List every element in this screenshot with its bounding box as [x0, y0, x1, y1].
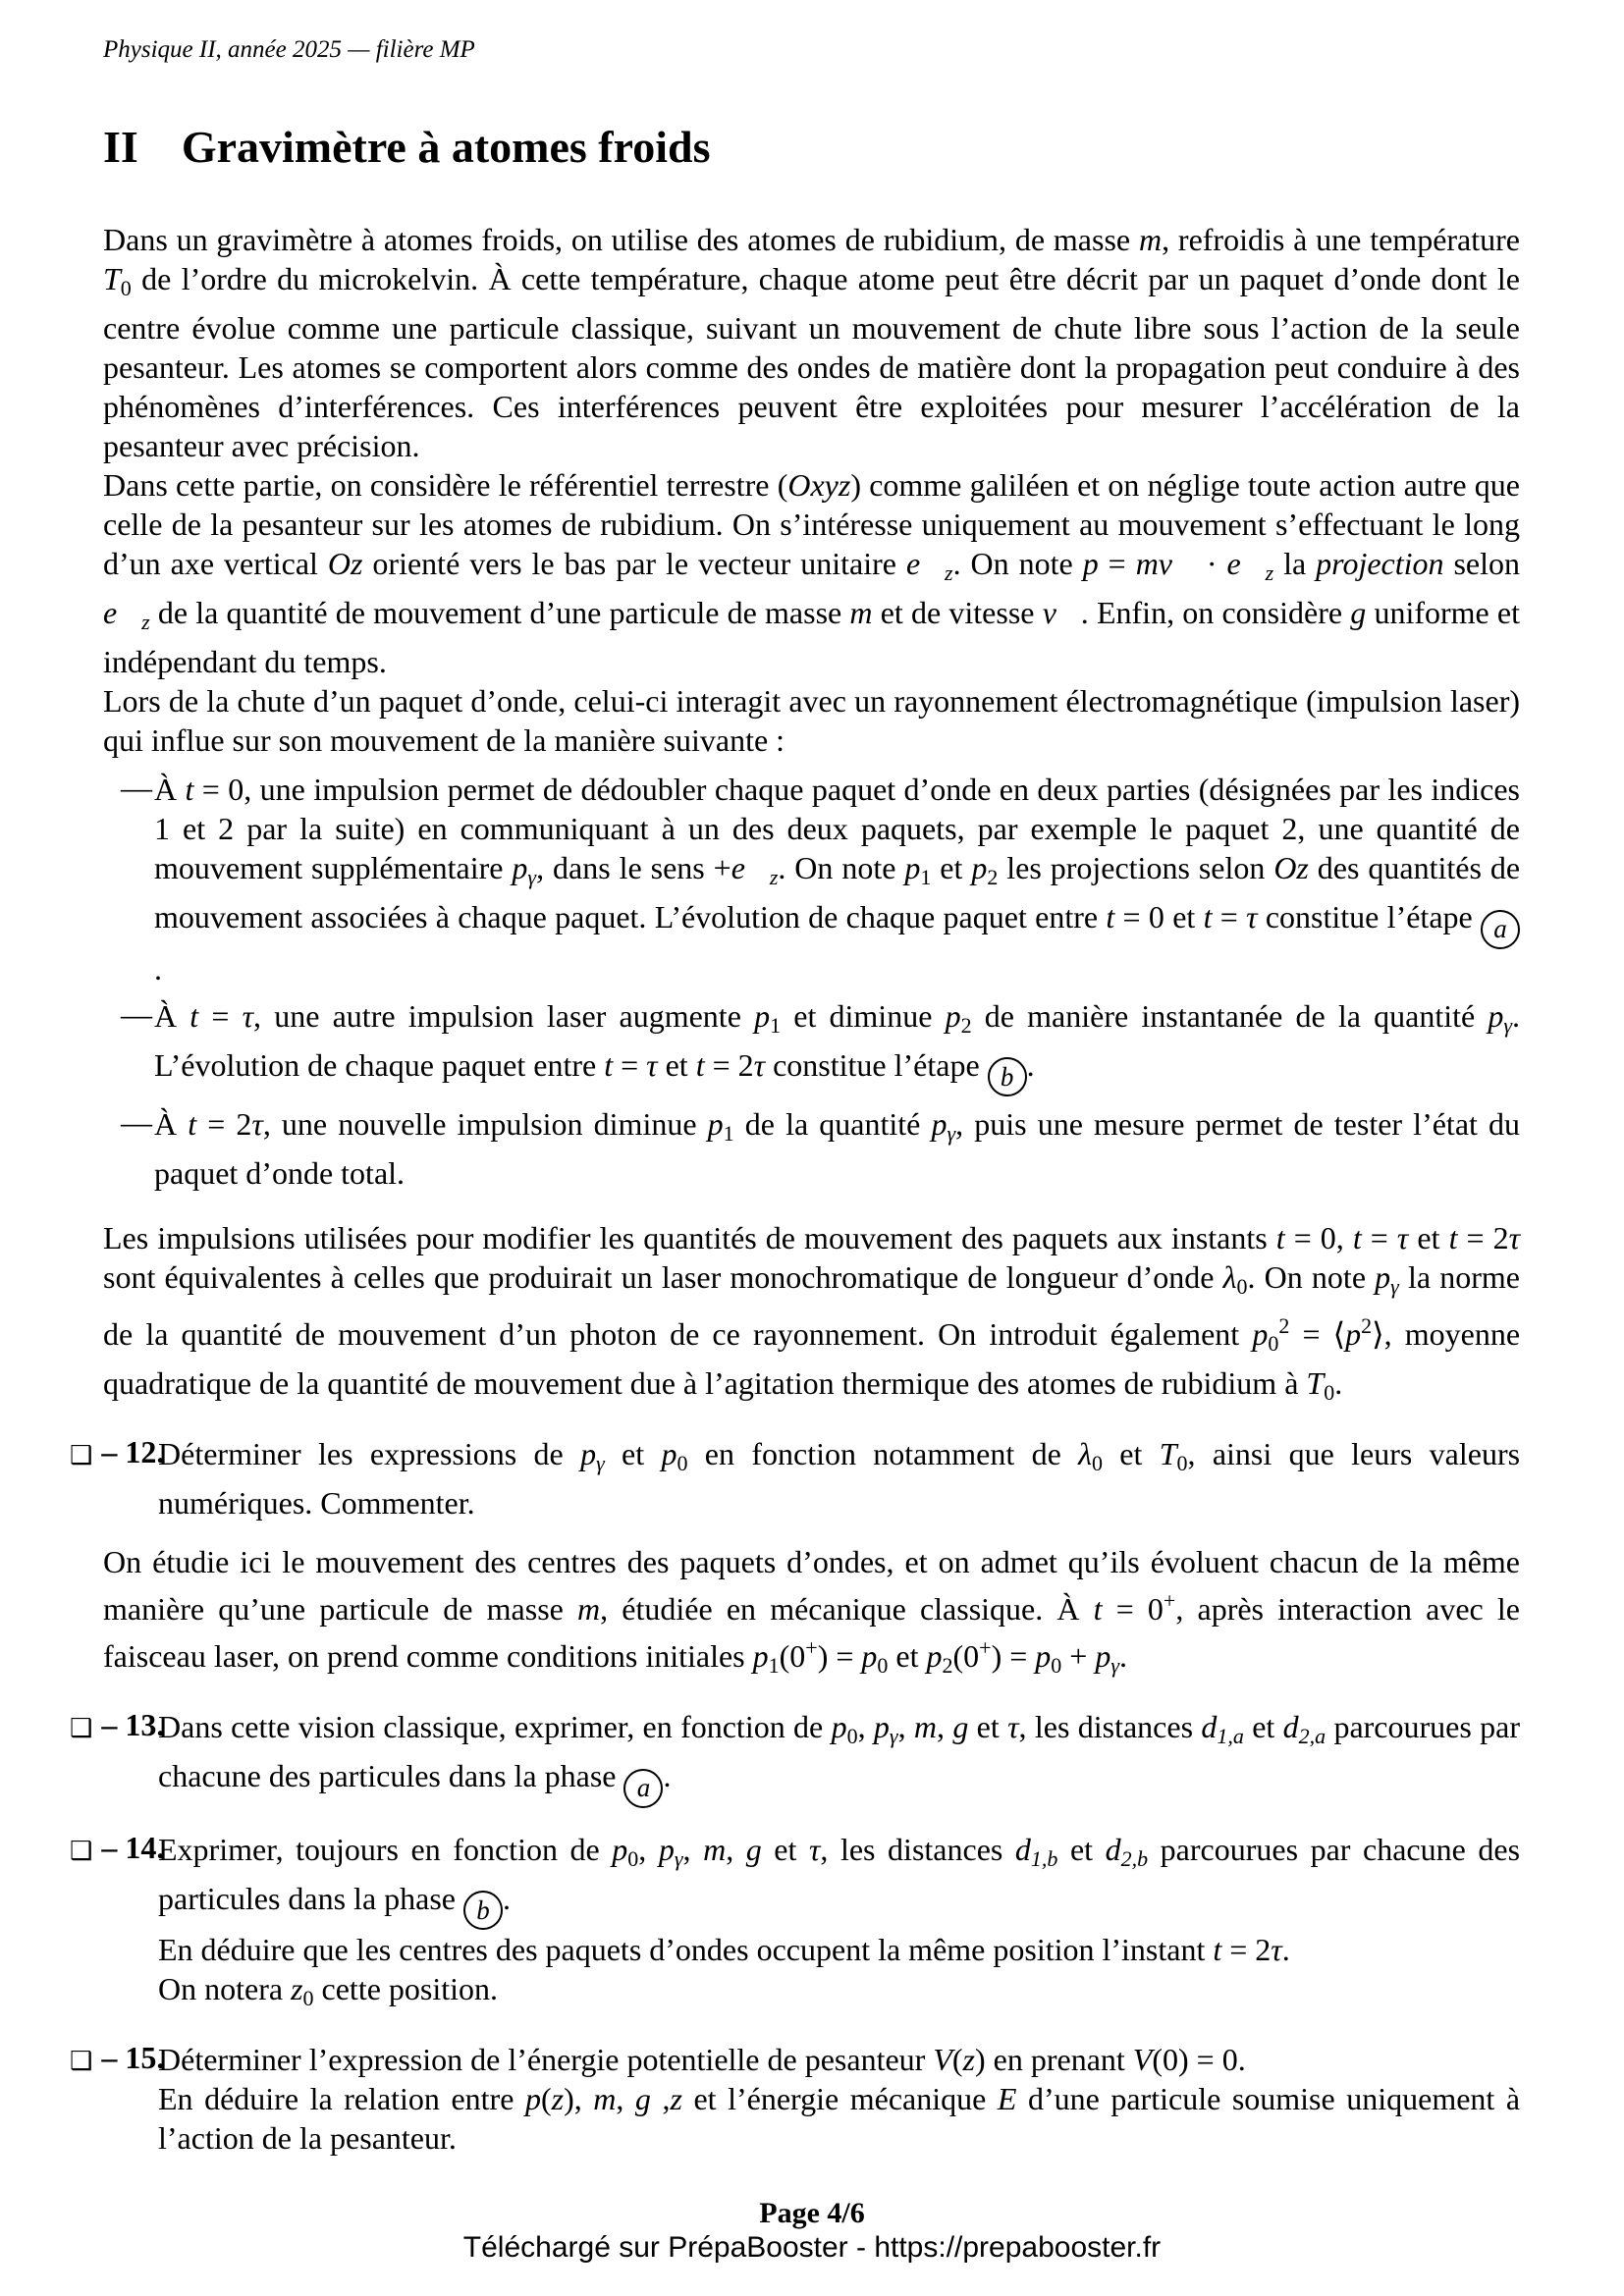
page-footer — [0, 2197, 1624, 2265]
question-text: Exprimer, toujours en fonction de p0, pγ, m, g et τ, les distances d1,b et d2,b parcourues par chacune des particules dans la phase b . En déduire que les centres des paquets d’ondes occupent la même position l’instant t = 2τ. On notera z0 cette position. — [158, 1831, 1521, 2010]
question-number: – 15. — [101, 2040, 165, 2075]
question-text: Déterminer l’expression de l’énergie potentielle de pesanteur V(z) en prenant V(0) = 0. En déduire la relation entre p(z), m, g ,z et l’énergie mécanique E d’une particule soumise uniquement à l’action de la pesanteur. — [158, 2042, 1521, 2156]
question-marker — [70, 1707, 165, 1808]
question-text: Dans cette vision classique, exprimer, en fonction de p0, pγ, m, g et τ, les distances d1,a et d2,a parcourues par chacune des particules dans la phase a . — [158, 1707, 1520, 1808]
bullet-item-t-2tau — [121, 1104, 1520, 1193]
bullet-text: À t = τ, une autre impulsion laser augmente p1 et diminue p2 de manière instantanée de la quantité pγ. L’évolution de chaque paquet entre t = τ et t = 2τ constitue l’étape b . — [154, 996, 1520, 1097]
paragraph-classique: On étudie ici le mouvement des centres des paquets d’ondes, et on admet qu’ils évoluent chacun de la même manière qu’une particule de masse m, étudiée en mécanique classique. À t = 0+, après interaction avec le faisceau laser, on prend comme conditions initiales p1(0+) = p0 et p2(0+) = p0 + pγ. — [103, 1544, 1521, 1678]
question-marker — [70, 1434, 165, 1522]
question-checkbox-icon: ❑ — [70, 1836, 93, 1866]
paragraph-laser: Lors de la chute d’un paquet d’onde, celui-ci interagit avec un rayonnement électromagnétique (impulsion laser) qui influe sur son mouvement de la manière suivante : — [103, 683, 1520, 758]
question-checkbox-icon: ❑ — [70, 1441, 93, 1470]
question-checkbox-icon: ❑ — [70, 2047, 93, 2076]
footer-download-note: Téléchargé sur PrépaBooster - https://prepabooster.fr — [462, 2231, 1162, 2264]
bullet-item-t-tau — [121, 996, 1520, 1097]
bullet-dash: — — [121, 770, 152, 805]
question-number: – 14. — [101, 1829, 165, 1865]
paragraph-intro: Dans un gravimètre à atomes froids, on utilise des atomes de rubidium, de masse m, refroidis à une température T0 de l’ordre du microkelvin. À cette température, chaque atome peut être décrit par un paquet d’onde dont le centre évolue comme une particule classique, suivant un mouvement de chute libre sous l’action de la seule pesanteur. Les atomes se comportent alors comme des ondes de matière dont la propagation peut conduire à des phénomènes d’interférences. Ces interférences peuvent être exploitées pour mesurer l’accélération de la pesanteur avec précision. — [103, 222, 1521, 463]
section-number: II — [103, 122, 138, 172]
question-14 — [70, 1830, 1520, 2019]
bullet-text: À t = 0, une impulsion permet de dédoubler chaque paquet d’onde en deux parties (désignées par les indices 1 et 2 par la suite) en communiquant à un des deux paquets, par exemple le paquet 2, une quantité de mouvement supplémentaire pγ, dans le sens +e⃗z. On note p1 et p2 les projections selon Oz des quantités de mouvement associées à chaque paquet. L’évolution de chaque paquet entre t = 0 et t = τ constitue l’étape a. — [154, 772, 1521, 987]
bullet-item-t0 — [121, 770, 1520, 988]
paragraph-impulsions: Les impulsions utilisées pour modifier les quantités de mouvement des paquets aux instants t = 0, t = τ et t = 2τ sont équivalentes à celles que produirait un laser monochromatique de longueur d’onde λ0. On note pγ la norme de la quantité de mouvement d’un photon de ce rayonnement. On introduit également $p0^2$ = $⟨p^2⟩$, moyenne quadratique de la quantité de mouvement due à l’agitation thermique des atomes de rubidium à T0. — [103, 1220, 1521, 1405]
question-12 — [70, 1434, 1520, 1522]
section-title: Gravimètre à atomes froids — [181, 122, 711, 172]
bullet-text: À t = 2τ, une nouvelle impulsion diminue p1 de la quantité pγ, puis une mesure permet de tester l’état du paquet d’onde total. — [154, 1106, 1521, 1191]
section-heading — [103, 122, 1520, 173]
question-checkbox-icon: ❑ — [70, 1714, 93, 1743]
paragraph-referentiel: Dans cette partie, on considère le référentiel terrestre (Oxyz) comme galiléen et on néglige toute action autre que celle de la pesanteur sur les atomes de rubidium. On s’intéresse uniquement au mouvement s’effectuant le long d’un axe vertical Oz orienté vers le bas par le vecteur unitaire e⃗z. On note p = mv⃗ · e⃗z la projection selon e⃗z de la quantité de mouvement d’une particule de masse m et de vitesse v⃗. Enfin, on considère g uniforme et indépendant du temps. — [103, 467, 1521, 679]
question-marker — [70, 1829, 165, 2019]
bullet-dash: — — [121, 995, 152, 1032]
page-header-course-line: Physique II, année 2025 — filière MP — [103, 36, 475, 63]
question-13 — [70, 1707, 1520, 1808]
question-15 — [70, 2040, 1520, 2158]
question-number: – 12. — [101, 1434, 165, 1469]
bullet-dash: — — [121, 1104, 152, 1140]
bullet-list — [103, 770, 1520, 1193]
question-number: – 13. — [101, 1707, 165, 1742]
footer-page-number: Page 4/6 — [759, 2197, 865, 2229]
question-marker — [70, 2040, 165, 2158]
question-text: Déterminer les expressions de pγ et p0 en fonction notamment de λ0 et T0, ainsi que leurs valeurs numériques. Commenter. — [158, 1436, 1521, 1521]
